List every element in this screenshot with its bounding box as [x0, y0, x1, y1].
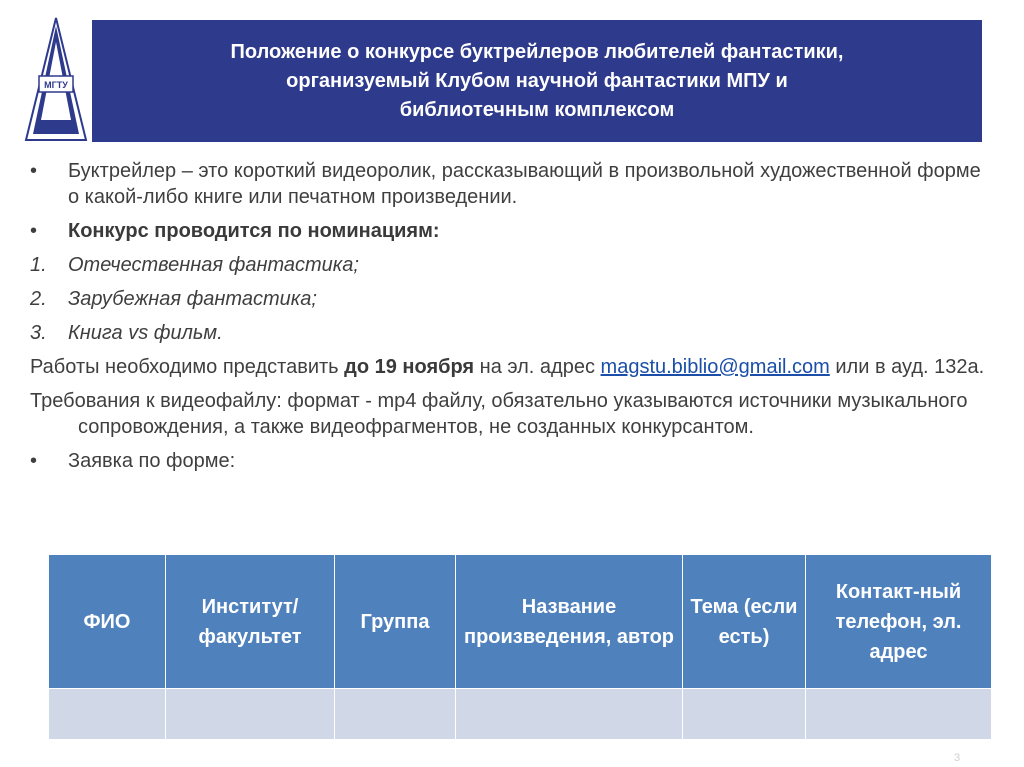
col-header-contact: Контакт-ный телефон, эл. адрес: [806, 555, 992, 689]
nomination-item: [30, 320, 990, 346]
nomination-number: 2.: [30, 288, 47, 310]
logo-emblem-icon: [24, 16, 88, 142]
table-header-row: [49, 555, 992, 689]
nomination-text: Отечественная фантастика;: [68, 254, 359, 276]
table-row: [49, 689, 992, 740]
nomination-item: [30, 252, 990, 278]
col-header-theme: Тема (если есть): [683, 555, 806, 689]
application-form-table: [48, 554, 992, 740]
table-cell: [683, 689, 806, 740]
deadline-date: до 19 ноября: [344, 356, 475, 378]
col-header-fio: ФИО: [49, 555, 166, 689]
bullet-icon: •: [30, 450, 38, 472]
slide-title: Положение о конкурсе буктрейлеров любителей фантастики, организуемый Клубом научной фантастики МПУ и библиотечным комплексом: [230, 40, 844, 121]
application-text: Заявка по форме:: [68, 450, 236, 472]
nomination-number: 3.: [30, 322, 47, 344]
definition-text: Буктрейлер – это короткий видеоролик, рассказывающий в произвольной художественной форме о какой-либо книге или печатном произведении.: [68, 160, 981, 208]
nominations-heading: Конкурс проводится по номинациям:: [68, 220, 440, 242]
bullet-icon: •: [30, 160, 38, 182]
col-header-group: Группа: [335, 555, 456, 689]
table-cell: [166, 689, 335, 740]
nomination-number: 1.: [30, 254, 47, 276]
nomination-text: Книга vs фильм.: [68, 322, 223, 344]
page-number: 3: [954, 752, 961, 764]
slide-body: [30, 158, 990, 474]
logo-text: МГТУ: [44, 80, 68, 90]
col-header-work: Название произведения, автор: [456, 555, 683, 689]
university-logo: [24, 16, 88, 142]
bullet-icon: •: [30, 220, 38, 242]
deadline-prefix: Работы необходимо представить: [30, 356, 345, 378]
email-link[interactable]: magstu.biblio@gmail.com: [600, 356, 830, 378]
application-item: [30, 448, 990, 474]
nomination-text: Зарубежная фантастика;: [68, 288, 317, 310]
table-cell: [806, 689, 992, 740]
definition-item: [30, 158, 990, 210]
nominations-heading-item: [30, 218, 990, 244]
col-header-institute: Институт/ факультет: [166, 555, 335, 689]
table-cell: [49, 689, 166, 740]
nomination-item: [30, 286, 990, 312]
requirements-text: Требования к видеофайлу: формат - mp4 файлу, обязательно указываются источники музыкального сопровождения, а также видеофрагментов, не созданных конкурсантом.: [30, 390, 968, 438]
deadline-middle: на эл. адрес: [474, 356, 601, 378]
requirements-paragraph: [30, 388, 990, 440]
table-cell: [335, 689, 456, 740]
deadline-suffix: или в ауд. 132а.: [829, 356, 985, 378]
table-cell: [456, 689, 683, 740]
slide-header: [92, 20, 982, 142]
deadline-paragraph: [30, 354, 990, 380]
